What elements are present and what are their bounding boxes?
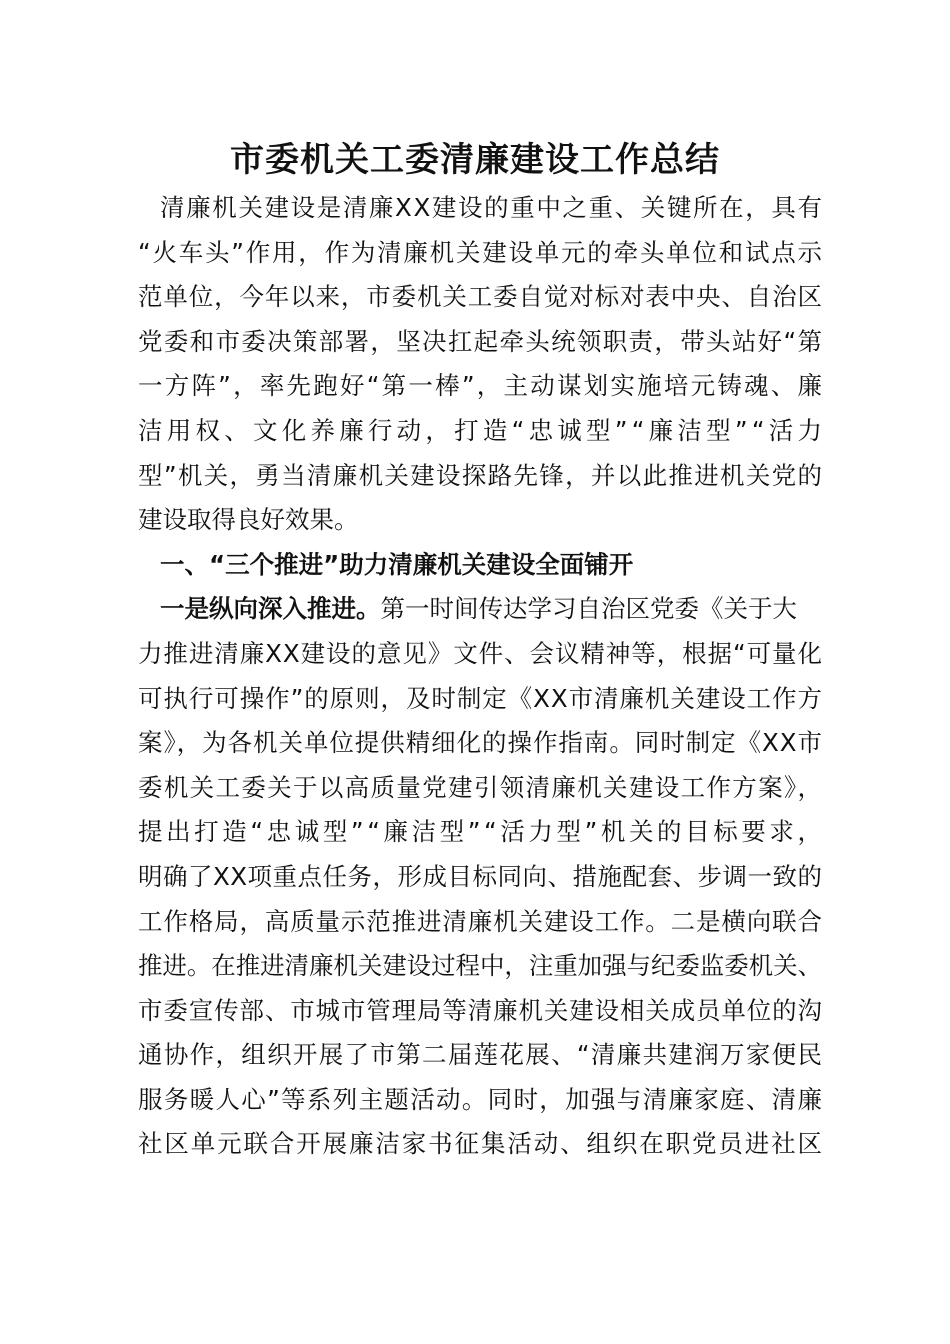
line-text: 第一时间传达学习自治区党委《关于大 [380,594,797,624]
document-title: 市委机关工委清廉建设工作总结 [230,140,720,180]
line-text: 市委宣传部、市城市管理局等清廉机关建设相关成员单位的沟 [138,995,823,1025]
paragraph-line [138,900,822,945]
section-heading-text: 一、“三个推进”助力清廉机关建设全面铺开 [160,549,634,579]
paragraph-line [138,721,822,766]
paragraph-line [138,677,822,722]
line-text: 通协作，组织开展了市第二届莲花展、“清廉共建润万家便民 [138,1040,824,1070]
paragraph-line [138,989,822,1034]
line-text: 党委和市委决策部署，坚决扛起牵头统领职责，带头站好“第 [138,326,824,356]
paragraph-line [138,632,822,677]
line-text: 推进。在推进清廉机关建设过程中，注重加强与纪委监委机关、 [138,951,822,981]
paragraph-line [138,498,822,543]
paragraph-line [138,409,827,454]
lead-bold-text: 一是纵向深入推进。 [160,594,381,624]
line-text: 提出打造“忠诚型”“廉洁型”“活力型”机关的目标要求， [138,817,826,847]
line-text: 服务暖人心”等系列主题活动。同时，加强与清廉家庭、清廉 [138,1084,824,1114]
paragraph-line [138,1078,822,1123]
line-text: 明确了XX项重点任务，形成目标同向、措施配套、步调一致的 [138,861,823,891]
line-text: 社区单元联合开展廉洁家书征集活动、组织在职党员进社区 [138,1129,824,1159]
line-text: 力推进清廉XX建设的意见》文件、会议精神等，根据“可量化 [138,638,823,668]
line-text: 案》，为各机关单位提供精细化的操作指南。同时制定《XX市 [138,728,823,758]
paragraph-line [138,320,822,365]
paragraph-line [138,1033,822,1078]
paragraph-line [138,766,822,811]
paragraph-line [138,454,822,499]
paragraph-line [138,186,822,231]
line-text: 工作格局，高质量示范推进清廉机关建设工作。二是横向联合 [138,906,823,936]
paragraph-line [138,587,822,632]
paragraph-line [138,1122,822,1167]
paragraph-line [138,364,825,409]
paragraph-line [138,231,822,276]
line-text: 一方阵”，率先跑好“第一棒”，主动谋划实施培元铸魂、廉 [138,371,825,401]
line-text: 建设取得良好效果。 [138,505,359,535]
line-text: 可执行可操作”的原则，及时制定《XX市清廉机关建设工作方 [138,683,823,713]
line-text: “火车头”作用，作为清廉机关建设单元的牵头单位和试点示 [138,237,824,267]
line-text: 型”机关，勇当清廉机关建设探路先锋，并以此推进机关党的 [138,460,824,490]
line-text: 清廉机关建设是清廉XX建设的重中之重、关键所在，具有 [160,193,824,222]
line-text: 洁用权、文化养廉行动，打造“忠诚型”“廉洁型”“活力 [138,415,827,445]
document-body [138,186,827,1167]
section-heading [138,543,822,588]
paragraph-line [138,944,822,989]
paragraph-line [138,810,826,855]
line-text: 范单位，今年以来，市委机关工委自觉对标对表中央、自治区 [138,282,823,312]
paragraph-line [138,275,822,320]
line-text: 委机关工委关于以高质量党建引领清廉机关建设工作方案》， [138,772,824,802]
paragraph-line [138,855,822,900]
